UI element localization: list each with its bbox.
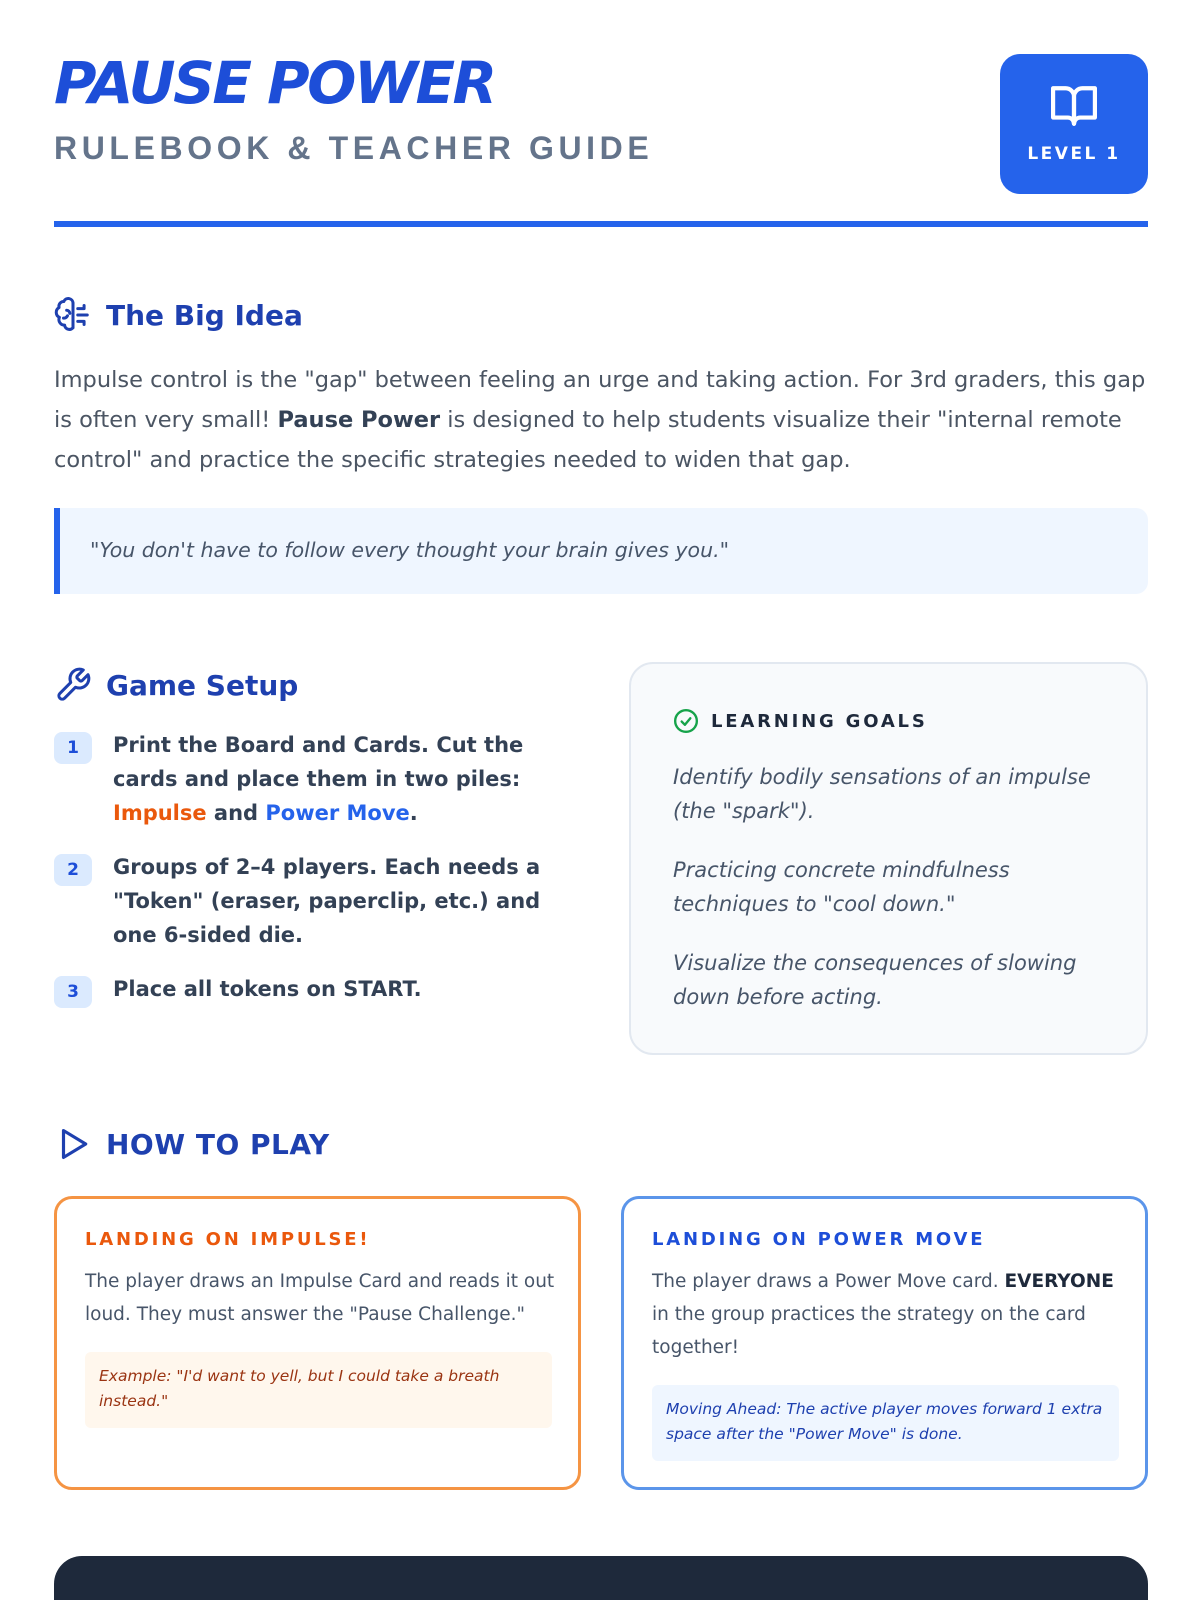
learning-goals-panel: [629, 662, 1148, 1055]
learning-goals-heading: [673, 708, 928, 734]
step-number: 3: [54, 976, 92, 1008]
step-text: Groups of 2–4 players. Each needs a "Token" (eraser, paperclip, etc.) and one 6-sided die.: [113, 855, 541, 947]
step-text: .: [409, 801, 418, 825]
learning-goal-item: Identify bodily sensations of an impulse (the "spark").: [673, 765, 1091, 823]
quote-text: "You don't have to follow every thought your brain gives you.": [90, 538, 730, 562]
how-to-play-heading: [54, 1125, 330, 1163]
impulse-card-example: Example: "I'd want to yell, but I could take a breath instead.": [85, 1352, 552, 1428]
page-title: PAUSE POWER: [54, 49, 495, 117]
power-body-bold: EVERYONE: [1004, 1271, 1114, 1292]
power-body-text: The player draws a Power Move card.: [652, 1271, 1005, 1292]
book-open-icon: [1048, 82, 1100, 128]
game-setup-title: Game Setup: [106, 668, 299, 702]
impulse-card-heading: LANDING ON IMPULSE!: [85, 1229, 371, 1250]
check-circle-icon: [673, 708, 699, 734]
big-idea-heading: [54, 296, 303, 334]
setup-steps-list: [54, 728, 584, 1026]
power-move-card-body: [652, 1265, 1122, 1364]
level-badge: [1000, 54, 1148, 194]
power-body-text: in the group practices the strategy on the card together!: [652, 1304, 1086, 1358]
header-divider: [54, 221, 1148, 227]
power-move-highlight: Power Move: [265, 801, 410, 825]
game-setup-heading: [54, 666, 298, 704]
brain-icon: [54, 296, 92, 334]
power-move-card: [621, 1196, 1148, 1490]
setup-step: [54, 728, 584, 830]
wrench-icon: [54, 666, 92, 704]
quote-block: [54, 508, 1148, 594]
power-move-card-heading: LANDING ON POWER MOVE: [652, 1229, 986, 1250]
setup-step: [54, 850, 584, 952]
setup-step: [54, 972, 584, 1006]
step-text: Place all tokens on START.: [113, 977, 422, 1001]
big-idea-bold: Pause Power: [277, 407, 441, 433]
learning-goal-item: Practicing concrete mindfulness techniques to "cool down.": [673, 858, 1010, 916]
learning-goals-title: LEARNING GOALS: [711, 710, 928, 732]
how-to-play-title: HOW TO PLAY: [106, 1127, 330, 1161]
page-header: [54, 49, 1148, 227]
big-idea-text-2: is designed to help students visualize their "internal remote control" and practice the specific strategies needed to widen that gap.: [54, 407, 1122, 473]
impulse-card-body: The player draws an Impulse Card and reads it out loud. They must answer the "Pause Challenge.": [85, 1271, 555, 1325]
play-icon: [54, 1125, 92, 1163]
step-text: Print the Board and Cards. Cut the cards and place them in two piles:: [113, 733, 524, 791]
power-move-card-example: Moving Ahead: The active player moves forward 1 extra space after the "Power Move" is done.: [652, 1385, 1119, 1461]
impulse-highlight: Impulse: [113, 801, 207, 825]
level-label: LEVEL 1: [1027, 144, 1121, 164]
learning-goal-item: Visualize the consequences of slowing down before acting.: [673, 951, 1077, 1009]
footer-banner: [54, 1556, 1148, 1600]
big-idea-text-1: Impulse control is the "gap" between feeling an urge and taking action. For 3rd graders, this gap is often very small!: [54, 367, 1146, 433]
big-idea-title: The Big Idea: [106, 298, 303, 332]
step-number: 1: [54, 732, 92, 764]
big-idea-paragraph: [54, 360, 1154, 480]
step-text: and: [206, 801, 266, 825]
page-subtitle: RULEBOOK & TEACHER GUIDE: [54, 130, 654, 166]
step-number: 2: [54, 854, 92, 886]
impulse-card: [54, 1196, 581, 1490]
